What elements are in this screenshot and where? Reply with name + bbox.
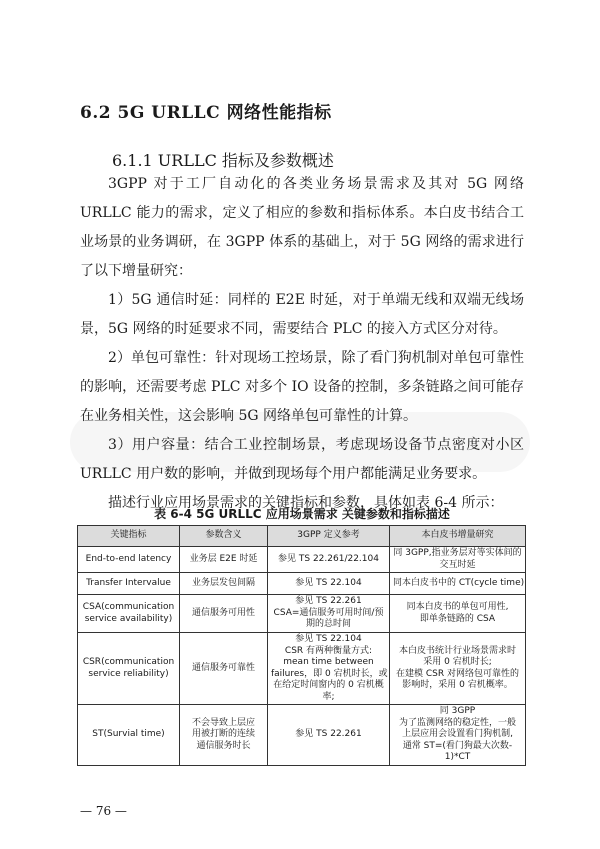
table-cell-metric xyxy=(78,595,180,633)
cell-line: 1)*CT xyxy=(444,752,471,762)
cell-line: 参见 TS 22.261/22.104 xyxy=(278,553,379,564)
paragraph-reliability: 2）单包可靠性：针对现场工控场景，除了看门狗机制对单包可靠性的影响，还需要考虑 PLC 对多个 IO 设备的控制，多条链路之间可能存在业务相关性，这会影响 5G 网络单包可靠性的计算。 xyxy=(80,350,524,424)
cell-line: mean time between xyxy=(283,657,374,667)
cell-line: 率; xyxy=(322,691,335,702)
table-cell-meaning xyxy=(180,705,268,766)
cell-line: 参见 TS 22.104 xyxy=(295,577,362,588)
cell-line: End-to-end latency xyxy=(85,553,172,564)
subsection-title: 6.1.1 URLLC 指标及参数概述 xyxy=(112,151,334,170)
table-cell-metric xyxy=(78,705,180,766)
table-header-row xyxy=(78,526,526,547)
cell-line: CSR(communication xyxy=(82,657,175,667)
table-row xyxy=(78,705,526,766)
table-cell-ref xyxy=(268,547,390,573)
cell-line: 业务层发包间隔 xyxy=(191,577,255,588)
cell-line: 交互时延 xyxy=(439,559,476,570)
cell-line: CSA=通信服务可用时间/预 xyxy=(273,607,384,618)
cell-line: 通信服务可用性 xyxy=(191,607,255,618)
cell-line: ST(Survial time) xyxy=(92,729,165,739)
table-cell-ref xyxy=(268,633,390,705)
table-cell-meaning xyxy=(180,573,268,595)
table-cell-meaning xyxy=(180,633,268,705)
table-cell-meaning xyxy=(180,547,268,573)
cell-line: 同 3GPP xyxy=(439,706,476,716)
table-cell-study xyxy=(390,633,526,705)
section-title: 6.2 5G URLLC 网络性能指标 xyxy=(80,103,332,123)
cell-line: 期的总时间 xyxy=(305,619,351,630)
cell-line: 为了监测网络的稳定性，一般 xyxy=(398,717,516,728)
cell-line: 业务层 E2E 时延 xyxy=(189,553,258,564)
paragraph-table-intro: 描述行业应用场景需求的关键指标和参数，具体如表 6-4 所示： xyxy=(108,495,504,511)
cell-line: 通信服务时长 xyxy=(196,740,251,751)
cell-line: 参见 TS 22.261 xyxy=(295,596,362,607)
cell-line: 同本白皮书的单包可用性, xyxy=(406,602,509,612)
table-cell-meaning xyxy=(180,595,268,633)
cell-line: 采用 0 宕机时长; xyxy=(423,657,492,667)
cell-line: 影响时，采用 0 宕机概率。 xyxy=(402,680,513,690)
page-number: — 76 — xyxy=(80,804,127,818)
cell-line: 参见 TS 22.104 xyxy=(295,634,362,644)
parameters-table xyxy=(77,525,526,766)
cell-line: service reliability) xyxy=(88,668,169,679)
cell-line: 在给定时间窗内的 0 宕机概 xyxy=(273,680,384,690)
cell-line: 不会导致上层应 xyxy=(191,717,255,728)
body-paragraphs xyxy=(80,170,524,518)
cell-line: 参见 TS 22.261 xyxy=(295,729,362,739)
table-cell-ref xyxy=(268,705,390,766)
table-row xyxy=(78,595,526,633)
table-caption: 表 6-4 5G URLLC 应用场景需求 关键参数和指标描述 xyxy=(154,507,450,521)
cell-line: 通信服务可靠性 xyxy=(191,662,255,673)
paragraph-latency: 1）5G 通信时延：同样的 E2E 时延，对于单端无线和双端无线场景，5G 网络的时延要求不同，需要结合 PLC 的接入方式区分对待。 xyxy=(80,292,524,337)
table-cell-ref xyxy=(268,595,390,633)
table-row xyxy=(78,633,526,705)
cell-line: 同 3GPP,指业务层对等实体间的 xyxy=(393,548,522,558)
table-cell-ref xyxy=(268,573,390,595)
table-cell-study xyxy=(390,705,526,766)
cell-line: Transfer Intervalue xyxy=(86,577,171,588)
table-cell-study xyxy=(390,595,526,633)
table-cell-metric xyxy=(78,573,180,595)
paragraph-intro: 3GPP 对于工厂自动化的各类业务场景需求及其对 5G 网络 URLLC 能力的需求，定义了相应的参数和指标体系。本白皮书结合工业场景的业务调研，在 3GPP 体系的基础上，对于 5G 网络的需求进行了以下增量研究： xyxy=(80,176,524,279)
header-study: 本白皮书增量研究 xyxy=(390,526,526,547)
table-body xyxy=(78,547,526,766)
table-row xyxy=(78,573,526,595)
paragraph-capacity: 3）用户容量：结合工业控制场景，考虑现场设备节点密度对小区 URLLC 用户数的影响，并做到现场每个用户都能满足业务要求。 xyxy=(80,437,524,482)
cell-line: 本白皮书统计行业场景需求时 xyxy=(398,645,516,656)
table-cell-metric xyxy=(78,547,180,573)
cell-line: 上层应用会设置看门狗机制, xyxy=(402,729,513,739)
table-cell-study xyxy=(390,573,526,595)
table-cell-metric xyxy=(78,633,180,705)
cell-line: 即单条链路的 CSA xyxy=(419,613,496,624)
cell-line: CSR 有两种衡量方式: xyxy=(284,645,373,656)
cell-line: 同本白皮书中的 CT(cycle time) xyxy=(393,577,525,588)
cell-line: CSA(communication xyxy=(82,602,175,612)
cell-line: failures，即 0 宕机时长，或 xyxy=(271,668,388,679)
cell-line: 通常 ST=(看门狗最大次数- xyxy=(402,740,513,751)
table-row xyxy=(78,547,526,573)
header-3gpp-ref: 3GPP 定义参考 xyxy=(268,526,390,547)
cell-line: service availability) xyxy=(84,613,173,624)
table-cell-study xyxy=(390,547,526,573)
cell-line: 用被打断的连续 xyxy=(191,729,255,739)
header-meaning: 参数含义 xyxy=(180,526,268,547)
header-metric: 关键指标 xyxy=(78,526,180,547)
cell-line: 在建模 CSR 对网络包可靠性的 xyxy=(396,668,519,679)
